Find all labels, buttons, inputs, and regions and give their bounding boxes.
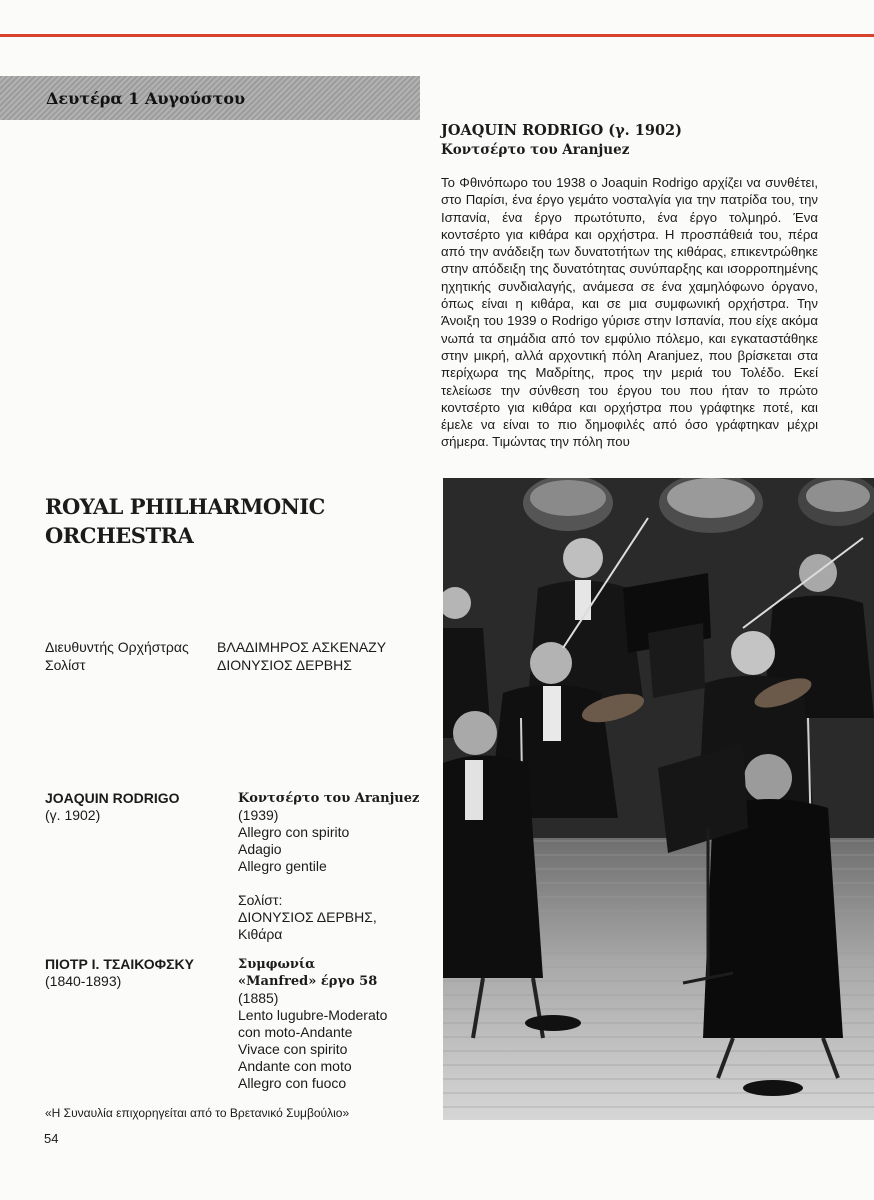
movement-item: Allegro gentile (238, 858, 327, 874)
work-title: Κοντσέρτο του Aranjuez (238, 791, 420, 806)
credit-row (45, 638, 386, 656)
work-block (238, 956, 387, 1092)
soloist-name: ΔΙΟΝΥΣΙΟΣ ΔΕΡΒΗΣ, (238, 909, 377, 925)
credit-person: ΔΙΟΝΥΣΙΟΣ ΔΕΡΒΗΣ (217, 657, 352, 673)
work-year: (1939) (238, 807, 279, 823)
credits-list (45, 638, 386, 674)
soloist-instrument: Κιθάρα (238, 926, 283, 942)
movement-item: Allegro con spirito (238, 824, 350, 840)
movement-item: Allegro con fuoco (238, 1075, 347, 1091)
work-title: Συμφωνία (238, 957, 316, 972)
article-subtitle: Κοντσέρτο του Aranjuez (441, 142, 630, 158)
date-banner (0, 76, 420, 120)
composer-block (45, 956, 194, 990)
date-label: Δευτέρα 1 Αυγούστου (46, 89, 246, 108)
orchestra-name-line-2: ORCHESTRA (45, 523, 194, 548)
composer-dates: (γ. 1902) (45, 807, 101, 823)
movement-item: Adagio (238, 841, 282, 857)
credit-role: Σολίστ (45, 657, 86, 673)
top-rule (0, 34, 874, 37)
credit-row (45, 656, 386, 674)
orchestra-photo (443, 478, 874, 1120)
orchestra-photo-illustration (443, 478, 874, 1120)
movement-item: Lento lugubre-Moderato (238, 1007, 388, 1023)
work-year: (1885) (238, 990, 279, 1006)
movement-item: Vivace con spirito (238, 1041, 348, 1057)
movement-item: con moto-Andante (238, 1024, 353, 1040)
composer-dates: (1840-1893) (45, 973, 122, 989)
soloist-label: Σολίστ: (238, 892, 283, 908)
composer-block (45, 790, 180, 824)
orchestra-name (45, 492, 365, 550)
sponsor-note: «Η Συναυλία επιχορηγείται από το Βρετανικό Συμβούλιο» (45, 1106, 350, 1120)
work-title-line-2: «Manfred» έργο 58 (238, 974, 378, 989)
credit-person: ΒΛΑΔΙΜΗΡΟΣ ΑΣΚΕΝΑΖΥ (217, 639, 387, 655)
composer-name: ΠΙΟΤΡ Ι. ΤΣΑΙΚΟΦΣΚΥ (45, 956, 194, 972)
composer-name: JOAQUIN RODRIGO (45, 790, 180, 806)
work-block (238, 790, 419, 943)
orchestra-name-line-1: ROYAL PHILHARMONIC (45, 494, 325, 519)
credit-role: Διευθυντής Ορχήστρας (45, 639, 189, 655)
article-title: JOAQUIN RODRIGO (γ. 1902) (441, 122, 682, 139)
page-number: 54 (44, 1131, 59, 1146)
movement-item: Andante con moto (238, 1058, 352, 1074)
article-body: Το Φθινόπωρο του 1938 ο Joaquin Rodrigo αρχίζει να συνθέτει, στο Παρίσι, ένα έργο γεμάτο νοσταλγία για την πατρίδα του, την Ισπανία, ένα έργο πρωτότυπο, ένα έργο τολμηρό. Ένα κοντσέρτο για κιθάρα και ορχήστρα. Η προσπάθειά του, πέρα από την ανάδειξη των δυνατοτήτων της κιθάρας, επικεντρώθηκε στην απόδειξη της δυνατότητας συνύπαρξης και ισορροπημένης ηχητικής συνδιαλαγής, ανάμεσα σε ένα χαμηλόφωνο όργανο, όπως είναι η κιθάρα, και σε μια συμφωνική ορχήστρα. Την Άνοιξη του 1939 ο Rodrigo γύρισε στην Ισπανία, που είχε ακόμα νωπά τα σημάδια από τον εμφύλιο πόλεμο, και εγκαταστάθηκε στην μικρή, αλλά αρχοντική πόλη Aranjuez, που βρίσκεται στα περίχωρα της Μαδρίτης, προς την μεριά του Τολέδο. Εκεί τελείωσε την σύνθεση του έργου του που ήταν το πρώτο κοντσέρτο για κιθάρα και ορχήστρα που γράφτηκε ποτέ, και έμελε να είναι το πιο δημοφιλές από όσο γράφτηκαν μέχρι σήμερα. Τιμώντας την πόλη που (441, 175, 818, 450)
